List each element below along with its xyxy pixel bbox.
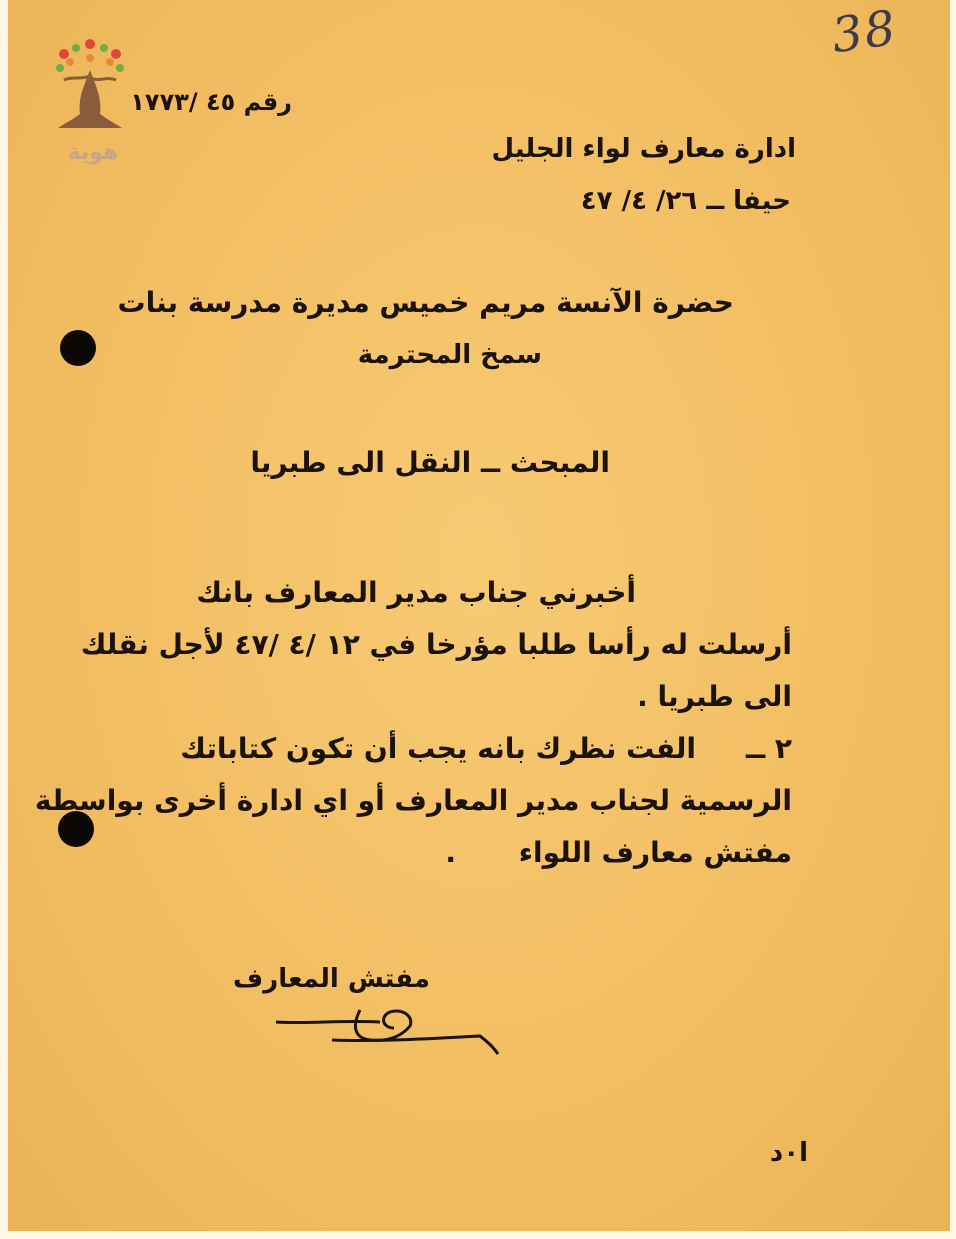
- signature-title: مفتش المعارف: [233, 964, 430, 994]
- office-heading: ادارة معارف لواء الجليل: [491, 134, 796, 164]
- addressee-line-2: سمخ المحترمة: [357, 340, 542, 370]
- subject-line: المبحث ــ النقل الى طبريا: [250, 446, 610, 479]
- folio-number: 38: [828, 0, 901, 65]
- body-line-6: مفتش معارف اللواء: [518, 836, 792, 869]
- page-edge-bottom: [0, 1231, 956, 1239]
- body-line-4: الفت نظرك بانه يجب أن تكون كتاباتك: [180, 732, 696, 765]
- paragraph-number: ٢ ــ: [746, 732, 792, 765]
- handwritten-signature: [270, 1000, 510, 1070]
- body-line-3: الى طبريا .: [637, 680, 792, 713]
- page-edge-right: [950, 0, 956, 1239]
- body-line-2: أرسلت له رأسا طلبا مؤرخا في ١٢ /٤ /٤٧ لأجل نقلك: [80, 628, 792, 661]
- body-line-5: الرسمية لجناب مدير المعارف أو اي ادارة أخرى بواسطة: [34, 784, 792, 817]
- reference-number: رقم ٤٥ /١٧٧٣: [130, 88, 292, 116]
- logo-caption: هوية: [67, 140, 119, 165]
- place-date: حيفا ــ ٢٦/ ٤/ ٤٧: [580, 186, 791, 216]
- punch-hole-top: [60, 330, 96, 366]
- page-edge-left: [0, 0, 8, 1239]
- body-line-6-end: .: [445, 836, 456, 869]
- body-line-1: أخبرني جناب مدير المعارف بانك: [196, 576, 636, 609]
- addressee-line-1: حضرة الآنسة مريم خميس مديرة مدرسة بنات: [117, 286, 734, 319]
- footer-initials: ا٠د: [769, 1138, 808, 1168]
